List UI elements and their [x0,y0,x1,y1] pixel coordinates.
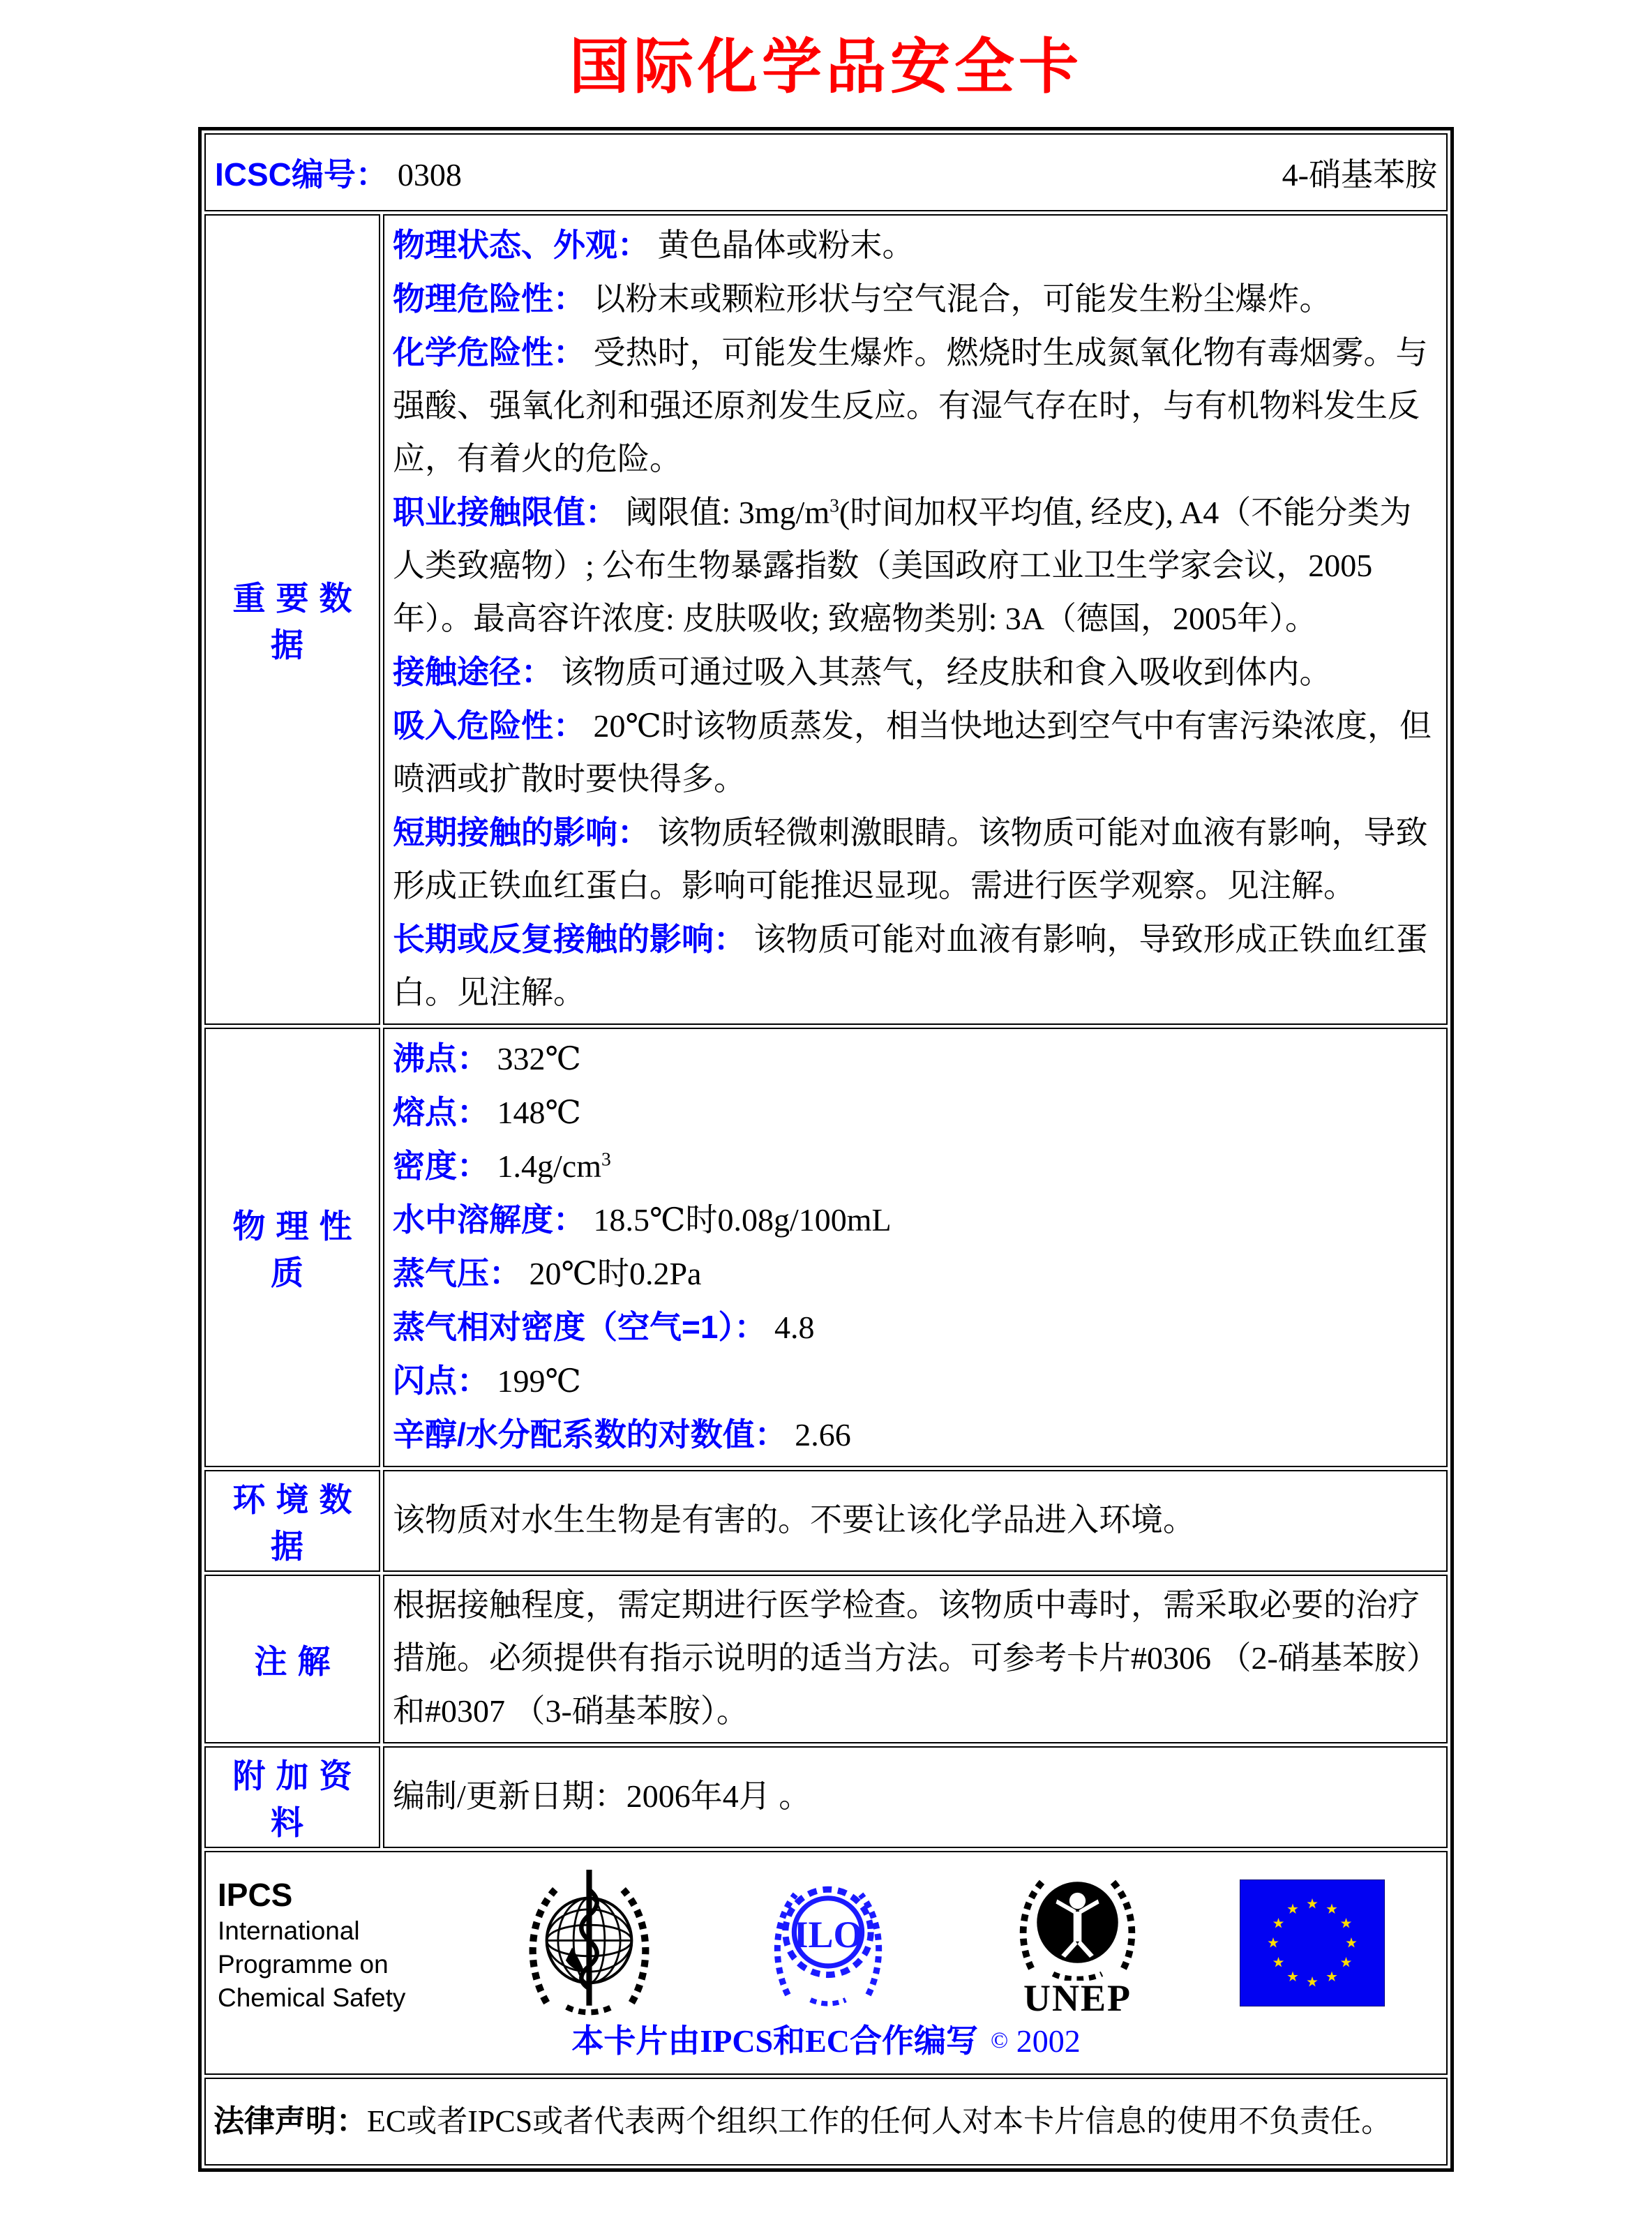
icsc-number-value: 0308 [397,157,462,193]
label-run: 沸点： [393,1040,489,1076]
caption-text: 本卡片由IPCS和EC合作编写 [571,2023,979,2059]
text-run: 编制/更新日期：2006年4月 。 [393,1778,811,1814]
ilo-logo-text: ILO [793,1914,863,1956]
label-run: 短期接触的影响： [393,814,649,850]
paragraph [393,806,1439,913]
ipcs-block [218,1866,448,2015]
paragraph [393,699,1439,806]
icsc-number-group [215,149,462,195]
sup-run: 3 [601,1148,611,1170]
copyright-year: 2002 [1016,2023,1081,2059]
section-content-environmental-data [383,1470,1448,1572]
chemical-name: 4-硝基苯胺 [1282,157,1437,193]
paragraph [393,1193,1439,1247]
section-label-additional-information: 附加资料 [204,1746,380,1848]
footer-caption [206,2016,1446,2073]
ipcs-line: Programme on [218,1950,389,1979]
section-label-environmental-data: 环境数据 [204,1470,380,1572]
paragraph [393,1494,1439,1547]
text-run: 根据接触程度，需定期进行医学检查。该物质中毒时，需采取必要的治疗措施。必须提供有指示说明的适当方法。可参考卡片#0306 （2-硝基苯胺）和#0307 （3-硝基苯胺）。 [393,1587,1439,1729]
label-run: 长期或反复接触的影响： [393,921,746,957]
unep-logo [1009,1866,1146,1981]
label-run: 辛醇/水分配系数的对数值： [393,1416,787,1453]
paragraph [393,486,1439,645]
label-run: 物理状态、外观： [393,227,649,263]
text-run: 2.66 [786,1417,851,1453]
paragraph [393,1032,1439,1086]
paragraph [393,1247,1439,1300]
paragraph [393,645,1439,699]
paragraph [393,1086,1439,1139]
section-content-notes [383,1575,1448,1743]
paragraph [393,1139,1439,1193]
section-label-notes: 注解 [204,1575,380,1743]
legal-row [204,2078,1448,2166]
text-run: 该物质可能对血液有影响，导致形成正铁血红蛋白。见注解。 [393,922,1428,1010]
paragraph [393,272,1439,326]
text-run: 阈限值: 3mg/m [617,495,830,530]
text-run: 148℃ [489,1095,581,1130]
header-row [204,133,1448,211]
paragraph [393,1408,1439,1462]
ilo-logo [765,1871,891,2011]
section-row-notes [204,1575,1448,1743]
paragraph [393,1579,1439,1738]
text-run: 20℃时该物质蒸发，相当快地达到空气中有害污染浓度，但喷洒或扩散时要快得多。 [393,708,1432,797]
label-run: 物理危险性： [393,280,585,317]
eu-flag-icon [1240,1879,1385,2006]
unep-wordmark: UNEP [1023,1977,1132,2019]
section-label-physical-properties: 物理性质 [204,1028,380,1467]
text-run: 332℃ [489,1041,581,1076]
text-run: (时间加权平均值, 经皮), A4（不能分类为人类致癌物）; 公布生物暴露指数（美国政府工业卫生学家会议，2005年）。最高容许浓度: 皮肤吸收; 致癌物类别: 3A（德国，2005年）。 [393,495,1412,636]
text-run: 20℃时0.2Pa [521,1256,702,1291]
text-run: 1.4g/cm [489,1148,601,1184]
section-row-environmental-data [204,1470,1448,1572]
icsc-card-table [198,127,1454,2172]
paragraph [393,913,1439,1019]
label-run: 职业接触限值： [393,494,617,530]
page-title: 国际化学品安全卡 [569,33,1083,100]
ipcs-acronym: IPCS [218,1877,293,1913]
text-run: 199℃ [489,1363,581,1399]
paragraph [393,1300,1439,1354]
label-run: 接触途径： [393,654,553,690]
label-run: 化学危险性： [393,334,585,370]
label-run: 吸入危险性： [393,707,585,744]
label-run: 密度： [393,1148,489,1184]
sup-run: 3 [829,494,839,516]
text-run: 该物质可通过吸入其蒸气，经皮肤和食入吸收到体内。 [553,654,1332,690]
logos-strip [206,1853,1446,2019]
text-run: 黄色晶体或粉末。 [649,227,915,263]
label-run: 蒸气压： [393,1255,521,1291]
ipcs-line: International [218,1916,360,1945]
paragraph [393,326,1439,486]
unep-block [1009,1866,1146,2019]
ipcs-line: Chemical Safety [218,1983,406,2012]
label-run: 水中溶解度： [393,1201,585,1238]
section-content-additional-information [383,1746,1448,1848]
text-run: 该物质轻微刺激眼睛。该物质可能对血液有影响，导致形成正铁血红蛋白。影响可能推迟显现。需进行医学观察。见注解。 [393,815,1428,903]
card-header [206,135,1446,209]
paragraph [393,218,1439,272]
logos-row [204,1851,1448,2075]
legal-text: EC或者IPCS或者代表两个组织工作的任何人对本卡片信息的使用不负责任。 [367,2104,1392,2138]
copyright-symbol: © [991,2027,1009,2054]
label-run: 熔点： [393,1094,489,1130]
icsc-number-label: ICSC编号： [215,156,388,193]
section-content-important-data [383,214,1448,1025]
legal-notice [206,2080,1446,2163]
who-logo [518,1867,661,2017]
label-run: 闪点： [393,1363,489,1399]
section-content-physical-properties [383,1028,1448,1467]
text-run: 受热时，可能发生爆炸。燃烧时生成氮氧化物有毒烟雾。与强酸、强氧化剂和强还原剂发生反应。有湿气存在时，与有机物料发生反应，有着火的危险。 [393,335,1428,477]
section-row-important-data [204,214,1448,1025]
paragraph [393,1354,1439,1408]
label-run: 蒸气相对密度（空气=1）： [393,1309,767,1345]
section-row-physical-properties [204,1028,1448,1467]
text-run: 该物质对水生生物是有害的。不要让该化学品进入环境。 [393,1502,1195,1538]
text-run: 以粉末或颗粒形状与空气混合，可能发生粉尘爆炸。 [585,281,1332,317]
section-row-additional-information [204,1746,1448,1848]
text-run: 18.5℃时0.08g/100mL [585,1202,892,1238]
paragraph [393,1770,1439,1823]
text-run: 4.8 [766,1310,815,1345]
copyright [991,2023,1081,2059]
section-label-important-data: 重要数据 [204,214,380,1025]
legal-label: 法律声明： [213,2104,367,2138]
